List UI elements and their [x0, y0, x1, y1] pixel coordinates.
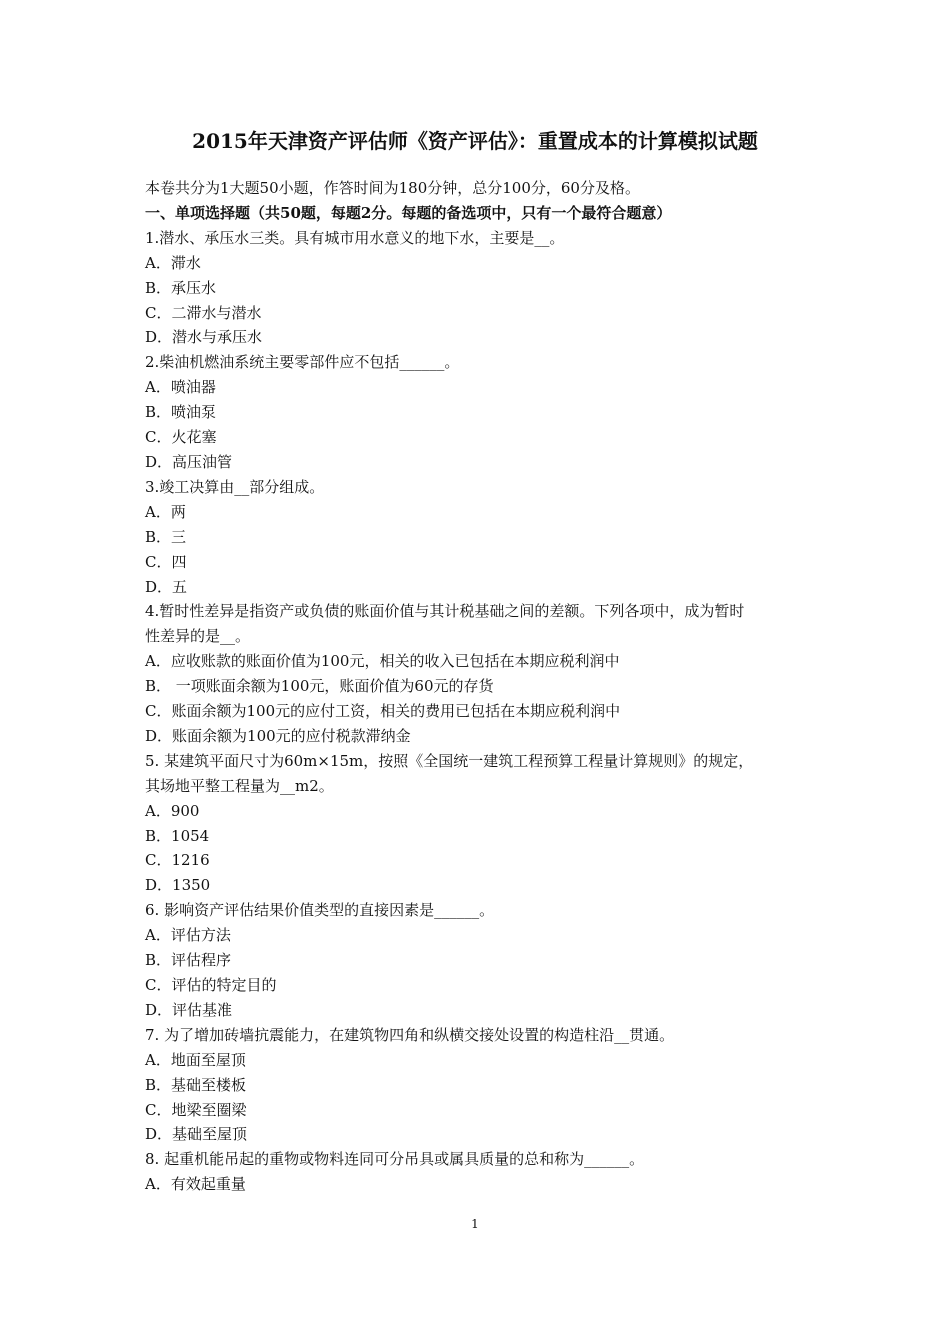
question	[145, 350, 825, 475]
question-stem: 8. 起重机能吊起的重物或物料连同可分吊具或属具质量的总和称为______。	[145, 1150, 645, 1169]
option-c: C．二滞水与潜水	[145, 303, 262, 322]
question	[145, 898, 825, 1023]
question-stem: 7. 为了增加砖墙抗震能力，在建筑物四角和纵横交接处设置的构造柱沿__贯通。	[145, 1025, 675, 1044]
question-stem: 1.潜水、承压水三类。具有城市用水意义的地下水，主要是__。	[145, 228, 565, 247]
option-b: B．承压水	[145, 278, 217, 297]
option-a: A．900	[145, 801, 200, 820]
question-stem-continued: 性差异的是__。	[145, 627, 251, 646]
option-d: D．1350	[145, 876, 211, 895]
option-c: C．1216	[145, 851, 210, 870]
question	[145, 1147, 825, 1197]
page-number: 1	[471, 1217, 479, 1231]
question	[145, 749, 825, 898]
option-a: A．评估方法	[145, 926, 231, 945]
question	[145, 226, 825, 351]
option-d: D．潜水与承压水	[145, 328, 263, 347]
option-c: C．四	[145, 552, 187, 571]
option-b: B．喷油泵	[145, 403, 217, 422]
option-b: B． 一项账面余额为100元，账面价值为60元的存货	[145, 677, 494, 696]
option-a: A．有效起重量	[145, 1175, 246, 1194]
option-c: C．地梁至圈梁	[145, 1100, 247, 1119]
question	[145, 1023, 825, 1148]
option-d: D．高压油管	[145, 452, 233, 471]
document-title: 2015年天津资产评估师《资产评估》：重置成本的计算模拟试题	[192, 129, 758, 153]
option-a: A．应收账款的账面价值为100元，相关的收入已包括在本期应税利润中	[145, 652, 620, 671]
question-stem: 5. 某建筑平面尺寸为60m×15m，按照《全国统一建筑工程预算工程量计算规则》的规定，	[145, 751, 754, 770]
option-b: B．基础至楼板	[145, 1075, 247, 1094]
option-b: B．三	[145, 527, 187, 546]
option-b: B．1054	[145, 826, 210, 845]
option-a: A．两	[145, 502, 186, 521]
option-d: D．评估基准	[145, 1000, 233, 1019]
section-heading: 一、单项选择题（共50题，每题2分。每题的备选项中，只有一个最符合题意）	[145, 203, 672, 222]
option-c: C．评估的特定目的	[145, 976, 277, 994]
option-c: C．账面余额为100元的应付工资，相关的费用已包括在本期应税利润中	[145, 702, 621, 721]
option-d: D．基础至屋顶	[145, 1125, 248, 1144]
question-stem: 6. 影响资产评估结果价值类型的直接因素是______。	[145, 901, 495, 920]
question-stem-continued: 其场地平整工程量为__m2。	[145, 776, 334, 795]
option-a: A．滞水	[145, 253, 201, 272]
question-stem: 2.柴油机燃油系统主要零部件应不包括______。	[145, 353, 460, 372]
option-b: B．评估程序	[145, 951, 232, 970]
document-body	[145, 176, 825, 1197]
question	[145, 475, 825, 600]
question	[145, 599, 825, 748]
option-c: C．火花塞	[145, 428, 217, 447]
option-d: D．账面余额为100元的应付税款滞纳金	[145, 726, 411, 745]
option-a: A．地面至屋顶	[145, 1050, 246, 1069]
exam-intro: 本卷共分为1大题50小题，作答时间为180分钟，总分100分，60分及格。	[145, 179, 640, 197]
option-d: D．五	[145, 577, 188, 596]
option-a: A．喷油器	[145, 378, 216, 397]
question-stem: 3.竣工决算由__部分组成。	[145, 477, 325, 496]
question-stem: 4.暂时性差异是指资产或负债的账面价值与其计税基础之间的差额。下列各项中，成为暂时	[145, 602, 745, 621]
